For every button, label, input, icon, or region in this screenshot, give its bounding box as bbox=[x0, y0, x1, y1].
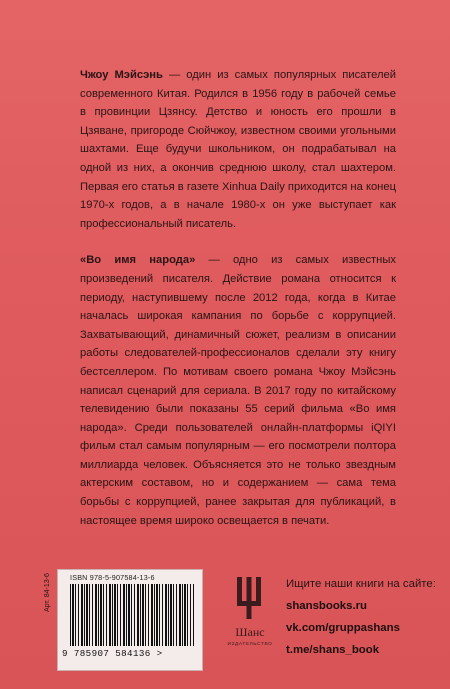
isbn-barcode bbox=[57, 569, 203, 671]
author-bio: — один из самых популярных писателей современного Китая. Родился в 1956 году в рабочей семье в провинции Цзянсу. Детство и юность его прошли в Цзяване, пригороде Сюйчжоу, известном своими угольными шахтами. Еще будучи школьником, он подрабатывал на одной из них, а окончив среднюю школу, стал шахтером. Первая его статья в газете Xinhua Daily приходится на конец 1970-х годов, а в начале 1980-х он уже выступает как профессиональный писатель. bbox=[80, 69, 396, 230]
article-number: Арт. 84-13-6 bbox=[44, 573, 51, 612]
barcode-digits: 9 785907 584136 > bbox=[62, 648, 163, 659]
publisher-subtitle: ИЗДАТЕЛЬСТВО bbox=[227, 642, 273, 647]
publisher-name: Шанс bbox=[235, 625, 265, 639]
website-list bbox=[286, 578, 436, 656]
site-shansbooks[interactable]: shansbooks.ru bbox=[286, 600, 368, 612]
cover-blurb bbox=[80, 66, 396, 530]
site-vk[interactable]: vk.com/gruppashans bbox=[286, 622, 400, 634]
book-paragraph bbox=[80, 251, 396, 530]
site-telegram[interactable]: t.me/shans_book bbox=[286, 644, 380, 656]
isbn-label: ISBN 978-5-907584-13-6 bbox=[70, 573, 155, 582]
book-title: «Во имя народа» bbox=[80, 254, 196, 267]
author-name: Чжоу Мэйсэнь bbox=[80, 69, 163, 81]
publisher-logo bbox=[227, 575, 273, 655]
book-description: — одно из самых известных произведений писателя. Действие романа относится к периоду, наступившему после 2012 года, когда в Китае началась широкая кампания по борьбе с коррупцией. Захватывающий, динамичный сюжет, реализм в описании работы следователей-профессионалов сделали эту книгу бестселлером. По мотивам своего романа Чжоу Мэйсэнь написал сценарий для сериала. В 2017 году по китайскому телевидению были показаны 55 серий фильма «Во имя народа». Среди пользователей онлайн-платформы iQIYI фильм стал самым популярным — его посмотрели полтора миллиарда человек. Объясняется это не только звездным актерским составом, но и содержанием — сама тема борьбы с коррупцией, ранее закрытая для публикаций, в настоящее время широко освещается в печати. bbox=[80, 254, 396, 527]
author-paragraph bbox=[80, 66, 396, 233]
barcode-bars bbox=[70, 584, 194, 646]
websites-heading: Ищите наши книги на сайте: bbox=[286, 578, 436, 590]
publisher-mark-icon bbox=[235, 575, 263, 621]
